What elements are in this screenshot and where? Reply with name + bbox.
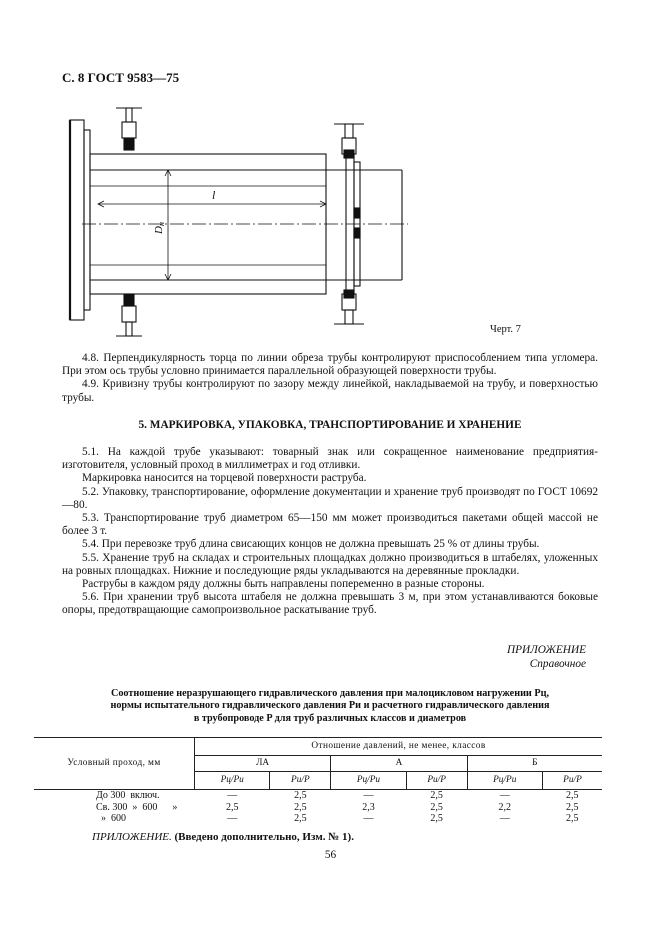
table-cell: 2,5	[294, 801, 307, 813]
table-row	[34, 813, 602, 825]
table-cell: 2,5	[430, 801, 443, 813]
table-cell: —	[227, 790, 238, 802]
paragraph: 5.2. Упаковку, транспортирование, оформление документации и хранение труб производят по ГОСТ 10692—80.	[62, 485, 598, 511]
page-number: 56	[324, 849, 337, 861]
table-cell: 2,5	[430, 790, 443, 802]
table-cell: —	[363, 813, 374, 825]
table-cell: 2,5	[565, 801, 579, 813]
figure-caption: Черт. 7	[490, 324, 521, 335]
table-cell: 2,5	[294, 790, 307, 802]
col-diameter-header: Условный проход, мм	[34, 738, 195, 790]
table-cell: 2,5	[225, 801, 239, 813]
class-header-la: ЛА	[195, 756, 331, 772]
row-diameter: До 300 включ.	[96, 790, 160, 802]
table-title-line: Соотношение неразрушающего гидравлического давления при малоцикловом нагружении Pц,	[110, 688, 549, 699]
amendment-text: (Введено дополнительно, Изм. № 1).	[174, 831, 354, 843]
sub-header: Pц/Pи	[195, 772, 270, 790]
paragraph: 4.9. Кривизну трубы контролируют по зазору между линейкой, накладываемой на трубу, и поверхностью трубы.	[62, 378, 598, 404]
appendix-subtitle: Справочное	[529, 658, 586, 670]
table-cell: 2,2	[498, 801, 511, 813]
appendix-label	[507, 643, 586, 671]
table-cell: 2,5	[565, 790, 579, 802]
sub-header: Pи/P	[270, 772, 331, 790]
table-cell: 2,5	[294, 813, 307, 825]
class-header-b: Б	[467, 756, 602, 772]
amendment-note	[92, 831, 354, 843]
pressure-ratio-table	[34, 737, 602, 825]
table-cell: 2,5	[565, 813, 579, 825]
table-cell: —	[499, 790, 510, 802]
table-title-line: в трубопроводе P для труб различных классов и диаметров	[193, 712, 467, 724]
table-title	[62, 688, 598, 725]
figure-drawing	[62, 100, 462, 345]
sub-header: Pи/P	[406, 772, 467, 790]
amendment-label: ПРИЛОЖЕНИЕ.	[92, 831, 172, 843]
paragraph: Раструбы в каждом ряду должны быть направлены попеременно в разные стороны.	[82, 578, 485, 591]
text-block-top	[62, 352, 598, 405]
text-block-section	[62, 446, 598, 618]
table-title-line: нормы испытательного гидравлического давления Pи и расчетного гидравлического давления	[110, 700, 550, 712]
paragraph: 5.4. При перевозке труб длина свисающих концов не должна превышать 25 % от длины трубы.	[82, 538, 540, 551]
section-heading: 5. МАРКИРОВКА, УПАКОВКА, ТРАНСПОРТИРОВАНИЕ И ХРАНЕНИЕ	[138, 419, 522, 431]
sub-header: Pц/Pи	[467, 772, 542, 790]
table-cell: —	[499, 813, 510, 825]
sub-header: Pц/Pи	[331, 772, 406, 790]
diameter-label: Dн	[153, 222, 166, 234]
table-cell: 2,5	[430, 813, 443, 825]
table-cell: —	[363, 790, 374, 802]
paragraph: 5.3. Транспортирование труб диаметром 65—150 мм может производиться пакетами общей массой не более 3 т.	[62, 512, 598, 538]
table-row	[34, 790, 602, 802]
paragraph: 4.8. Перпендикулярность торца по линии обреза трубы контролируют приспособлением типа угломера. При этом ось трубы условно принимается параллельной образующей поверхности трубы.	[62, 352, 598, 378]
row-diameter: » 600	[96, 813, 126, 825]
paragraph: Маркировка наносится на торцевой поверхности раструба.	[82, 472, 367, 485]
table-cell: 2,3	[362, 801, 375, 813]
table-cell: —	[227, 813, 238, 825]
appendix-title: ПРИЛОЖЕНИЕ	[506, 644, 586, 656]
table-row	[34, 802, 602, 814]
sub-header: Pи/P	[542, 772, 602, 790]
paragraph: 5.1. На каждой трубе указывают: товарный знак или сокращенное наименование предприятия-изготовителя, условный проход в миллиметрах и год отливки.	[62, 446, 598, 472]
paragraph: 5.6. При хранении труб высота штабеля не должна превышать 3 м, при этом устанавливаются боковые опоры, предотвращающие самопроизвольное раскатывание труб.	[62, 591, 598, 617]
row-diameter: Св. 300 » 600 »	[96, 801, 178, 813]
class-header-a: А	[331, 756, 467, 772]
paragraph: 5.5. Хранение труб на складах и строительных площадках должно производиться в штабелях, уложенных на ровных площадках. Нижние и последующие ряды укладываются на деревянные прокладки.	[62, 551, 598, 577]
page-header: С. 8 ГОСТ 9583—75	[62, 70, 180, 85]
col-group-header: Отношение давлений, не менее, классов	[195, 738, 603, 756]
length-label: l	[212, 188, 216, 202]
